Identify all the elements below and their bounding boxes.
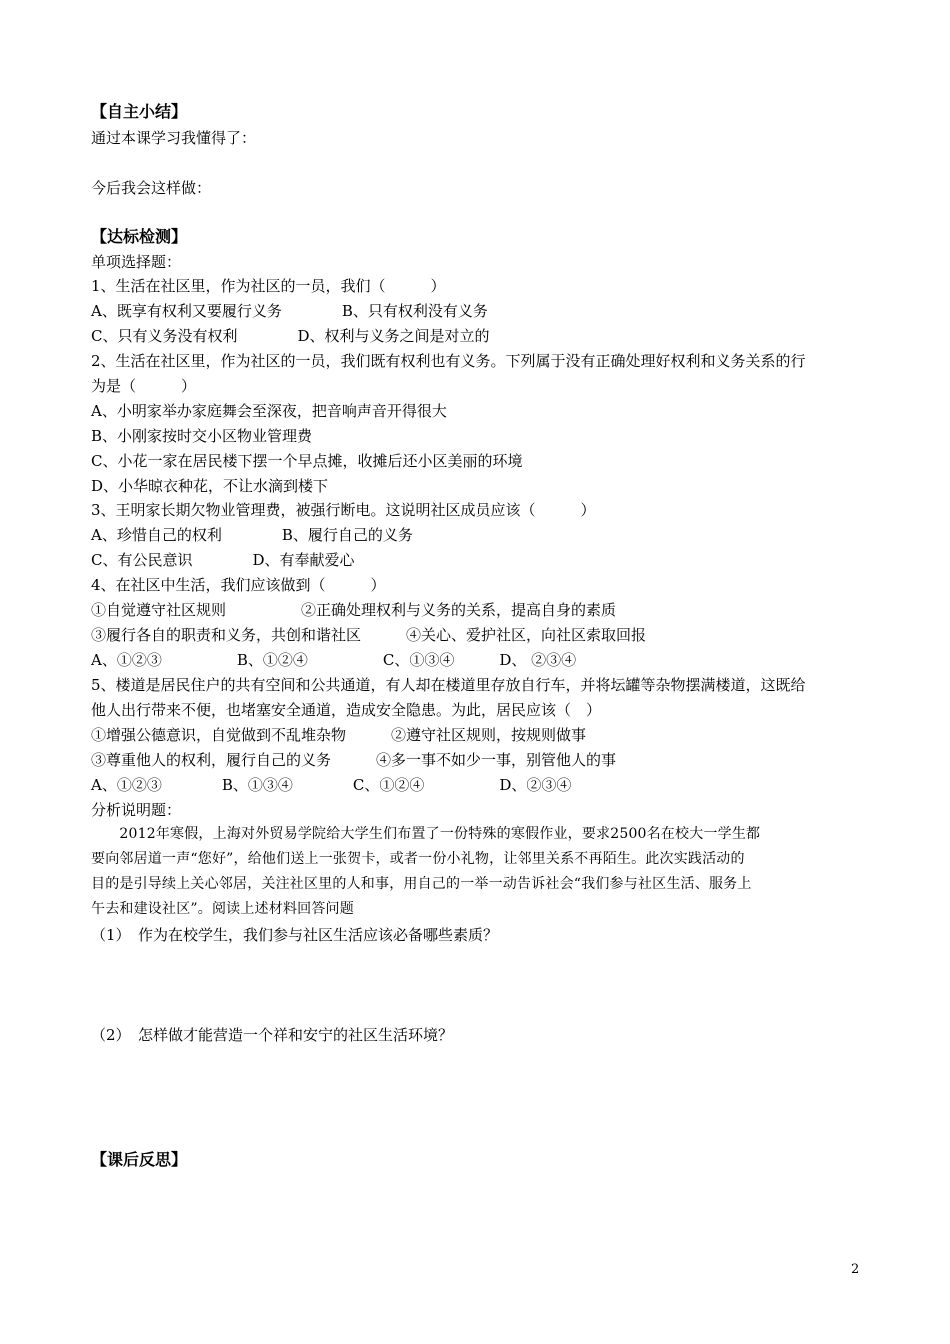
q2-option-c: C、小花一家在居民楼下摆一个早点摊，收摊后还小区美丽的环境 — [91, 452, 523, 470]
q3-options-row1: A、珍惜自己的权利 B、履行自己的义务 — [91, 526, 413, 544]
q5-choice-line1: ①增强公德意识，自觉做到不乱堆杂物 ②遵守社区规则，按规则做事 — [91, 726, 587, 744]
q4-choice-line1: ①自觉遵守社区规则 ②正确处理权利与义务的关系，提高自身的素质 — [91, 601, 617, 619]
single-choice-label: 单项选择题： — [91, 253, 182, 271]
q2-stem-line1: 2、生活在社区里，作为社区的一员，我们既有权利也有义务。下列属于没有正确处理好权利和义务关系的行 — [91, 352, 806, 370]
analysis-material — [91, 822, 861, 922]
q4-answers: A、①②③ B、①②④ C、①③④ D、 ②③④ — [91, 651, 577, 669]
q3-stem: 3、王明家长期欠物业管理费，被强行断电。这说明社区成员应该（ ） — [91, 501, 596, 519]
q4-stem: 4、在社区中生活，我们应该做到（ ） — [91, 576, 386, 594]
q5-choice-line2: ③尊重他人的权利，履行自己的义务 ④多一事不如少一事，别管他人的事 — [91, 751, 617, 769]
test-heading: 【达标检测】 — [91, 227, 188, 246]
q1-options-row2: C、只有义务没有权利 D、权利与义务之间是对立的 — [91, 327, 490, 345]
analysis-question-1: （1） 作为在校学生，我们参与社区生活应该必备哪些素质？ — [91, 926, 499, 944]
q3-options-row2: C、有公民意识 D、有奉献爱心 — [91, 551, 355, 569]
analysis-label: 分析说明题： — [91, 801, 182, 819]
q4-choice-line2: ③履行各自的职责和义务，共创和谐社区 ④关心、爱护社区，向社区索取回报 — [91, 626, 647, 644]
material-line-2: 要向邻居道一声“您好”，给他们送上一张贺卡，或者一份小礼物，让邻里关系不再陌生。此次实践活动的 — [91, 851, 745, 867]
analysis-question-2: （2） 怎样做才能营造一个祥和安宁的社区生活环境？ — [91, 1026, 454, 1044]
page-number: 2 — [851, 1262, 860, 1277]
q2-option-d: D、小华晾衣种花，不让水滴到楼下 — [91, 477, 329, 495]
material-line-4: 午去和建设社区”。阅读上述材料回答问题 — [91, 901, 354, 917]
q1-stem: 1、生活在社区里，作为社区的一员，我们（ ） — [91, 277, 446, 295]
reflection-heading: 【课后反思】 — [91, 1150, 188, 1169]
q5-stem-line2: 他人出行带来不便，也堵塞安全通道，造成安全隐患。为此，居民应该（ ） — [91, 701, 602, 719]
q2-stem-line2: 为是（ ） — [91, 377, 197, 395]
self-summary-heading: 【自主小结】 — [91, 102, 188, 121]
material-line-1: 2012年寒假，上海对外贸易学院给大学生们布置了一份特殊的寒假作业，要求2500名在校大一学生都 — [91, 826, 761, 842]
plan-prompt: 今后我会这样做： — [91, 179, 212, 197]
material-line-3: 目的是引导续上关心邻居，关注社区里的人和事，用自己的一举一动告诉社会“我们参与社区生活、服务上 — [91, 876, 752, 892]
learned-prompt: 通过本课学习我懂得了： — [91, 129, 257, 147]
q5-stem-line1: 5、楼道是居民住户的共有空间和公共通道，有人却在楼道里存放自行车，并将坛罐等杂物摆满楼道，这既给 — [91, 676, 806, 694]
q2-option-a: A、小明家举办家庭舞会至深夜，把音响声音开得很大 — [91, 402, 447, 420]
q5-answers: A、①②③ B、①③④ C、①②④ D、②③④ — [91, 776, 572, 794]
q1-options-row1: A、既享有权利又要履行义务 B、只有权利没有义务 — [91, 302, 488, 320]
q2-option-b: B、小刚家按时交小区物业管理费 — [91, 427, 313, 445]
